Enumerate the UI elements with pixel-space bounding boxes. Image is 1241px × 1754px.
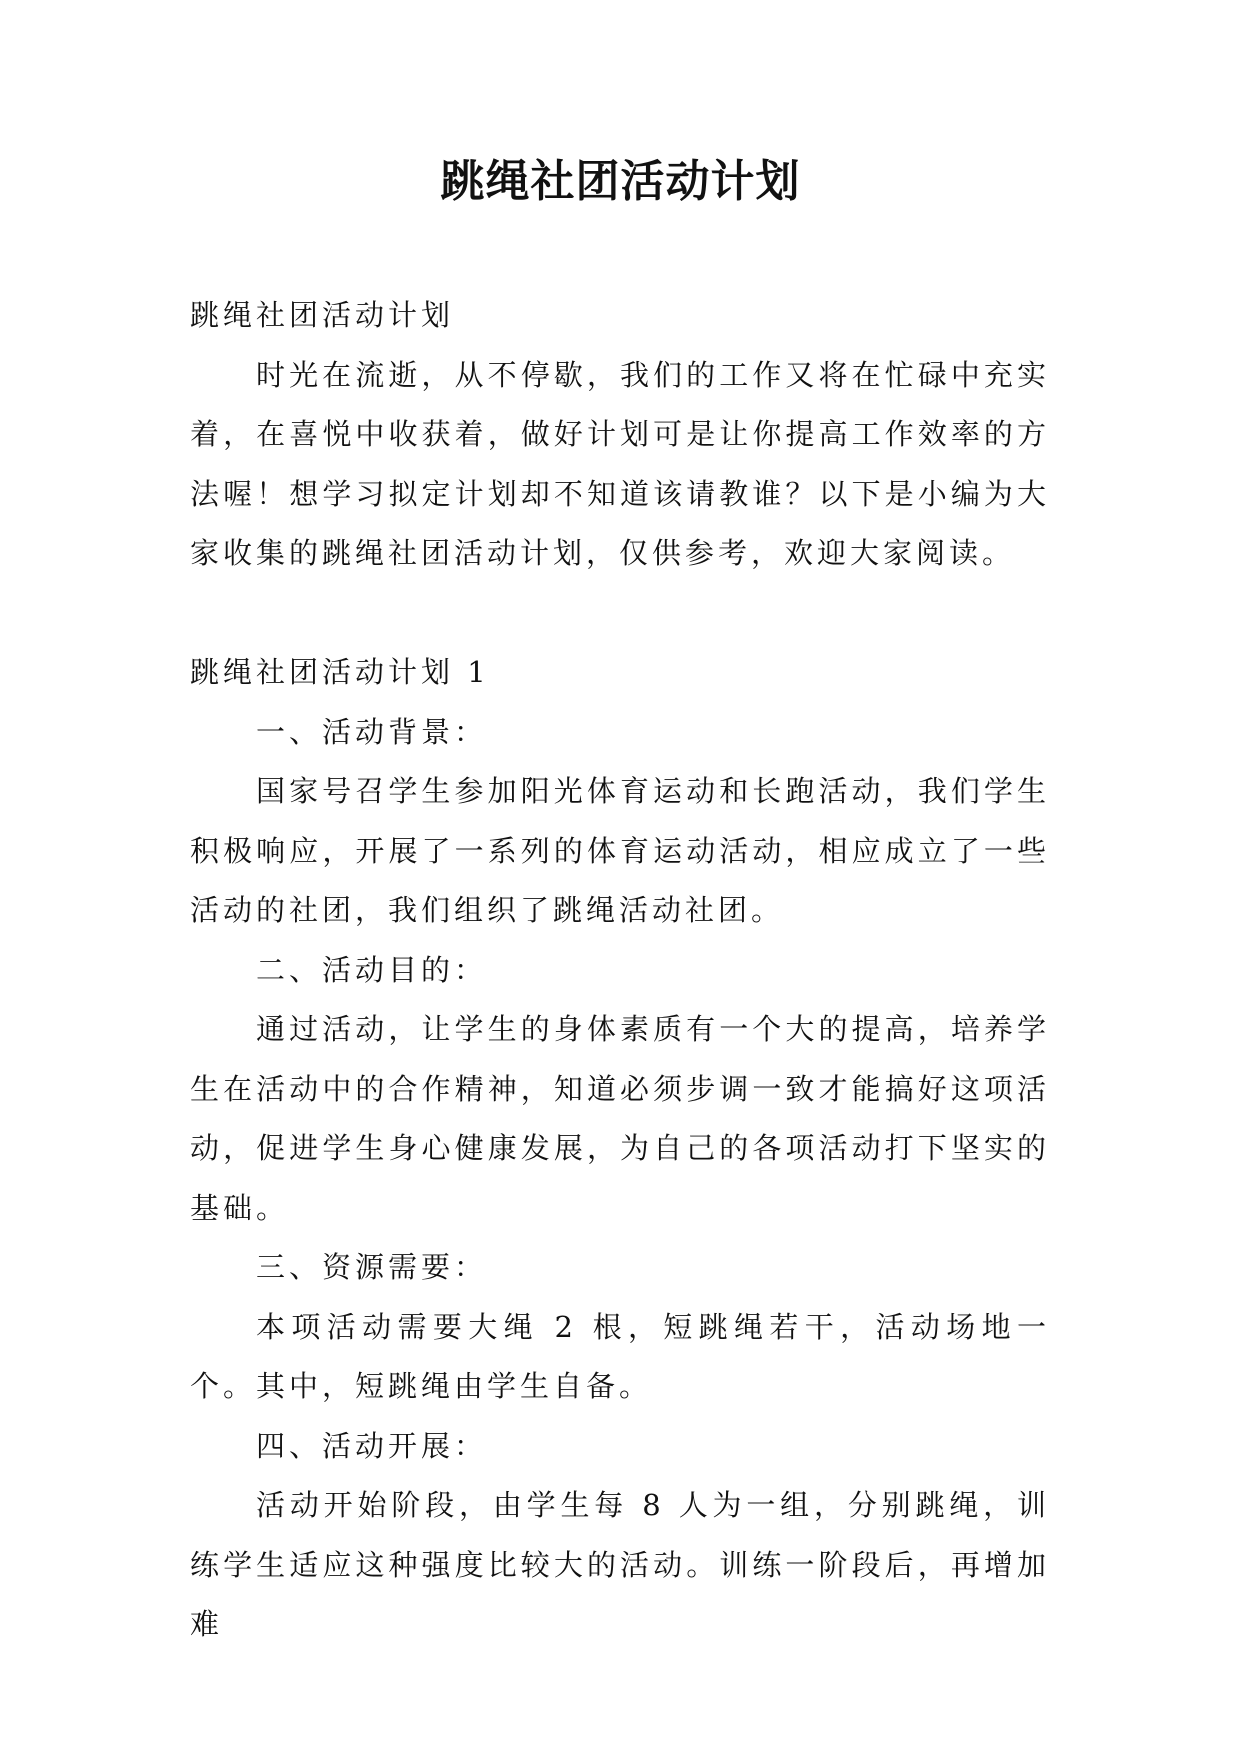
document-body [190, 286, 1050, 1655]
paragraph-activities: 活动开始阶段，由学生每 8 人为一组，分别跳绳，训练学生适应这种强度比较大的活动。训练一阶段后，再增加难 [190, 1488, 1050, 1641]
document-title: 跳绳社团活动计划 [440, 156, 801, 207]
subtitle: 跳绳社团活动计划 [190, 298, 455, 332]
paragraph-resources: 本项活动需要大绳 2 根，短跳绳若干，活动场地一个。其中，短跳绳由学生自备。 [190, 1309, 1050, 1403]
heading-purpose: 二、活动目的： [256, 952, 488, 987]
heading-background: 一、活动背景： [256, 714, 488, 749]
paragraph-background: 国家号召学生参加阳光体育运动和长跑活动，我们学生积极响应，开展了一系列的体育运动活动，相应成立了一些活动的社团，我们组织了跳绳活动社团。 [190, 774, 1050, 927]
heading-resources: 三、资源需要： [256, 1250, 488, 1284]
paragraph-purpose: 通过活动，让学生的身体素质有一个大的提高，培养学生在活动中的合作精神，知道必须步调一致才能搞好这项活动，促进学生身心健康发展，为自己的各项活动打下坚实的基础。 [190, 1012, 1050, 1225]
section-title: 跳绳社团活动计划 1 [190, 655, 490, 689]
intro-paragraph: 时光在流逝，从不停歇，我们的工作又将在忙碌中充实着，在喜悦中收获着，做好计划可是让你提高工作效率的方法喔！想学习拟定计划却不知道该请教谁？以下是小编为大家收集的跳绳社团活动计划，仅供参考，欢迎大家阅读。 [190, 357, 1050, 570]
heading-activities: 四、活动开展： [256, 1428, 488, 1463]
paragraph-spacer [190, 584, 1050, 644]
